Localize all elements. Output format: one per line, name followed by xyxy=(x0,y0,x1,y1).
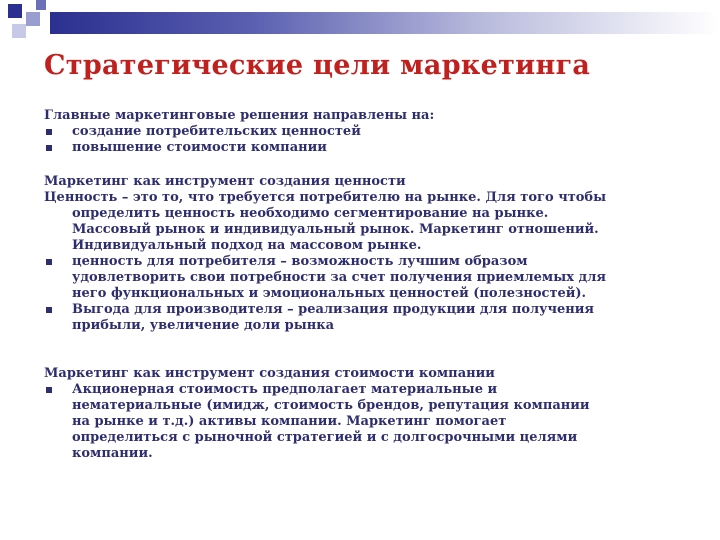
bullet-square-icon xyxy=(46,259,52,265)
decor-square-2 xyxy=(26,12,40,26)
decor-square-3 xyxy=(12,24,26,38)
list-item-continuation: него функциональных и эмоциональных ценностей (полезностей). xyxy=(72,286,587,301)
list-item: повышение стоимости компании xyxy=(44,140,684,156)
list-item: Выгода для производителя – реализация продукции для получения xyxy=(44,302,684,318)
list-item: Акционерная стоимость предполагает материальные и xyxy=(44,382,684,398)
slide-title: Стратегические цели маркетинга xyxy=(44,50,591,81)
value-definition-line: Ценность – это то, что требуется потребителю на рынке. Для того чтобы xyxy=(44,190,607,205)
list-item: ценность для потребителя – возможность лучшим образом xyxy=(44,254,684,270)
list-item-continuation: удовлетворить свои потребности за счет получения приемлемых для xyxy=(72,270,606,285)
bullet-square-icon xyxy=(46,145,52,151)
value-definition-line: определить ценность необходимо сегментирование на рынке. xyxy=(72,206,549,221)
list-item-continuation: нематериальные (имидж, стоимость брендов, репутация компании xyxy=(72,398,590,413)
value-definition-line: Массовый рынок и индивидуальный рынок. Маркетинг отношений. xyxy=(72,222,599,237)
list-item-continuation: компании. xyxy=(72,446,153,461)
bullet-square-icon xyxy=(46,307,52,313)
list-item-continuation: прибыли, увеличение доли рынка xyxy=(72,318,335,333)
list-item-continuation: определиться с рыночной стратегией и с долгосрочными целями xyxy=(72,430,578,445)
list-item-continuation: на рынке и т.д.) активы компании. Маркетинг помогает xyxy=(72,414,507,429)
section3-heading: Маркетинг как инструмент создания стоимости компании xyxy=(44,366,495,381)
list-item: создание потребительских ценностей xyxy=(44,124,684,140)
decor-square-4 xyxy=(36,0,46,10)
bullet-square-icon xyxy=(46,387,52,393)
slide-content xyxy=(44,108,684,462)
decor-square-1 xyxy=(8,4,22,18)
header-gradient-bar xyxy=(50,12,718,34)
section2-heading: Маркетинг как инструмент создания ценности xyxy=(44,174,406,189)
section1-heading: Главные маркетинговые решения направлены на: xyxy=(44,108,435,123)
value-definition-line: Индивидуальный подход на массовом рынке. xyxy=(72,238,422,253)
bullet-square-icon xyxy=(46,129,52,135)
